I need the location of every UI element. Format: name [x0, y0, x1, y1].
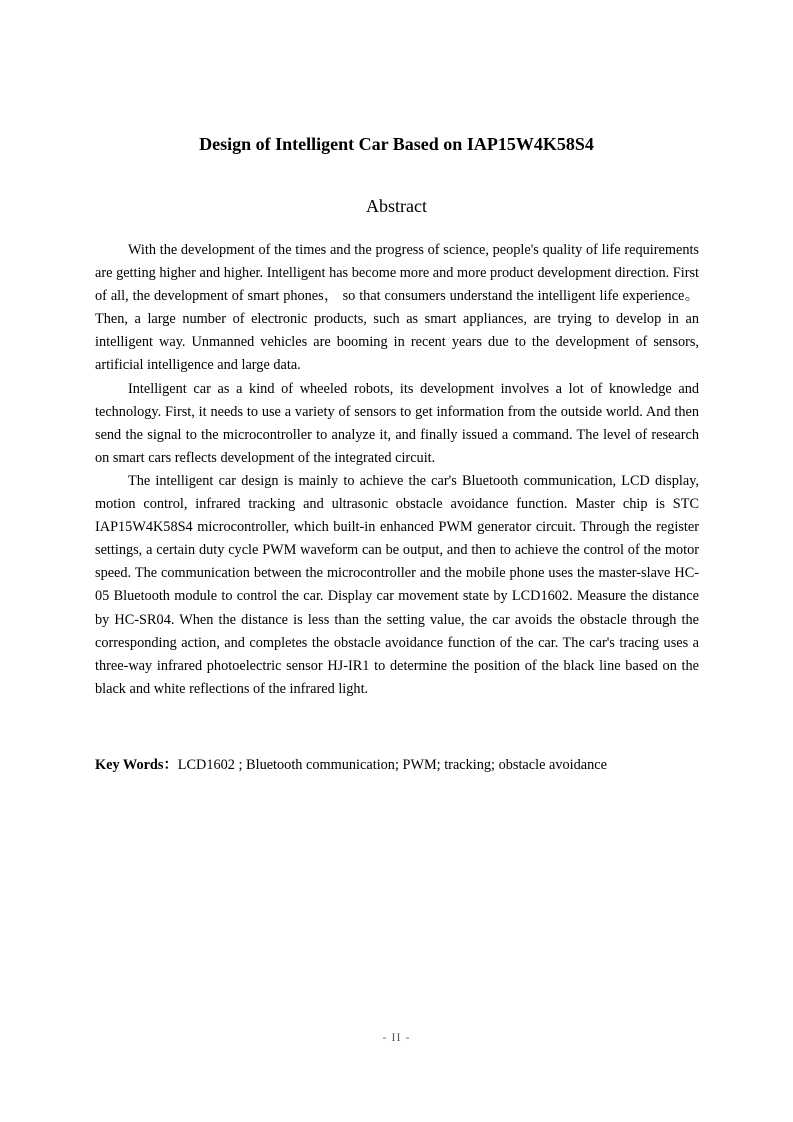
abstract-paragraph-3: The intelligent car design is mainly to achieve the car's Bluetooth communication, LCD display, motion control, infrared tracking and ultrasonic obstacle avoidance function. Master chip is STC IAP15W4K58S4 microcontroller, which built-in enhanced PWM generator circuit. Through the register settings, a certain duty cycle PWM waveform can be output, and then to achieve the control of the motor speed. The communication between the microcontroller and the mobile phone uses the master-slave HC-05 Bluetooth module to control the car. Display car movement state by LCD1602. Measure the distance by HC-SR04. When the distance is less than the setting value, the car avoids the obstacle through the corresponding action, and completes the obstacle avoidance function of the car. The car's tracing uses a three-way infrared photoelectric sensor HJ-IR1 to determine the position of the black line based on the black and white reflections of the infrared light.	[95, 472, 699, 697]
page-number: - II -	[382, 1030, 411, 1044]
keywords-line	[95, 754, 715, 776]
abstract-paragraph-2: Intelligent car as a kind of wheeled robots, its development involves a lot of knowledge and technology. First, it needs to use a variety of sensors to get information from the outside world. And then send the signal to the microcontroller to analyze it, and finally issued a command. The level of research on smart cars reflects development of the integrated circuit.	[95, 380, 699, 466]
keywords-text: LCD1602 ; Bluetooth communication; PWM; tracking; obstacle avoidance	[177, 757, 607, 773]
paper-title: Design of Intelligent Car Based on IAP15W4K58S4	[199, 134, 594, 154]
abstract-paragraph-1: With the development of the times and the progress of science, people's quality of life requirements are getting higher and higher. Intelligent has become more and more product development direction. First of all, the development of smart phones， so that consumers understand the intelligent life experience。Then, a large number of electronic products, such as smart appliances, are trying to develop in an intelligent way. Unmanned vehicles are booming in recent years due to the development of sensors, artificial intelligence and large data.	[95, 242, 699, 374]
abstract-heading: Abstract	[366, 196, 427, 216]
keywords-label: Key Words：	[95, 757, 178, 773]
abstract-body	[95, 239, 699, 701]
